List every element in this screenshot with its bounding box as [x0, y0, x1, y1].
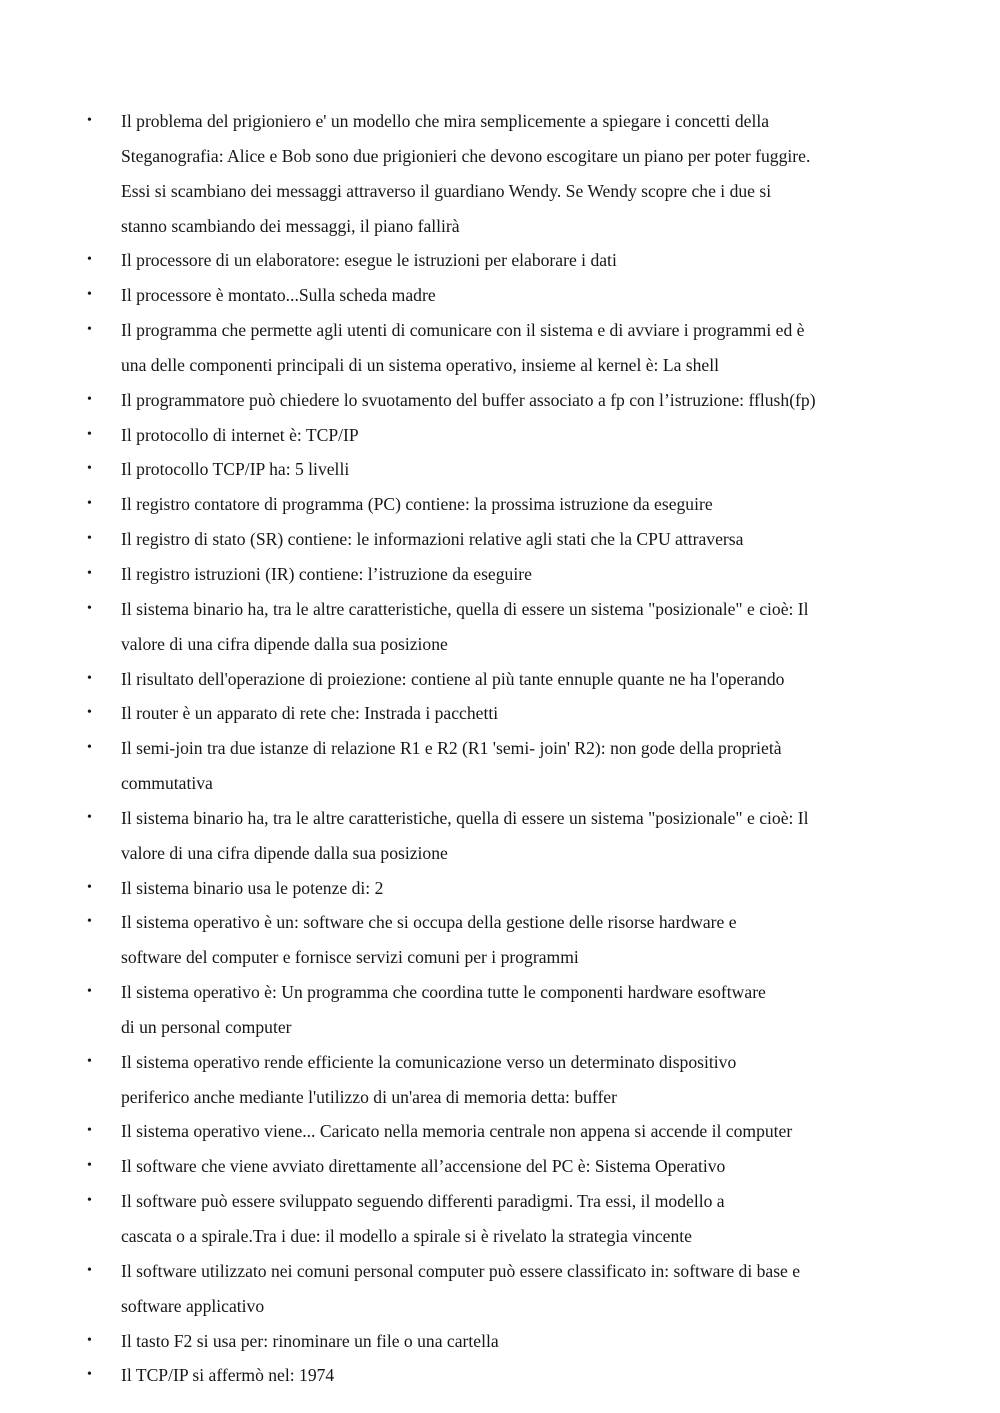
list-item	[86, 696, 926, 731]
bullet-icon: •	[87, 565, 92, 581]
list-item	[86, 243, 926, 278]
list-item-text: Il processore di un elaboratore: esegue le istruzioni per elaborare i dati	[121, 250, 617, 271]
list-item	[86, 1149, 926, 1184]
bullet-icon: •	[87, 426, 92, 442]
bullet-icon: •	[87, 600, 92, 616]
list-item	[86, 452, 926, 487]
list-item-text: Il sistema binario ha, tra le altre caratteristiche, quella di essere un sistema "posizionale" e cioè: Il valore di una cifra dipende dalla sua posizione	[121, 807, 809, 863]
bullet-icon: •	[87, 670, 92, 686]
list-item-text: Il risultato dell'operazione di proiezione: contiene al più tante ennuple quante ne ha l'operando	[121, 668, 785, 689]
list-item-text: Il programma che permette agli utenti di comunicare con il sistema e di avviare i programmi ed è una delle componenti principali di un sistema operativo, insieme al kernel è: La shell	[121, 320, 805, 375]
list-item-text: Il registro di stato (SR) contiene: le informazioni relative agli stati che la CPU attraversa	[121, 529, 744, 550]
list-item	[86, 731, 926, 801]
list-item-text: Il semi-join tra due istanze di relazione R1 e R2 (R1 'semi- join' R2): non gode della proprietà commutativa	[121, 738, 782, 794]
bullet-icon: •	[87, 809, 92, 825]
list-item	[86, 1324, 926, 1359]
list-item-text: Il software può essere sviluppato seguendo differenti paradigmi. Tra essi, il modello a cascata o a spirale.Tra i due: il modello a spirale si è rivelato la strategia vincente	[121, 1191, 725, 1246]
list-item	[86, 592, 926, 662]
bullet-icon: •	[87, 287, 92, 303]
list-item	[86, 557, 926, 592]
list-item	[86, 1114, 926, 1149]
bullet-list	[86, 104, 926, 1393]
bullet-icon: •	[87, 984, 92, 1000]
list-item-text: Il problema del prigioniero e' un modello che mira semplicemente a spiegare i concetti della Steganografia: Alice e Bob sono due prigionieri che devono escogitare un piano per poter fuggire. Essi si scambiano dei messaggi attraverso il guardiano Wendy. Se Wendy scopre che i due si stanno scambiando dei messaggi, il piano fallirà	[121, 111, 811, 236]
list-item-text: Il programmatore può chiedere lo svuotamento del buffer associato a fp con l’istruzione: fflush(fp)	[121, 389, 816, 410]
list-item	[86, 1358, 926, 1393]
list-item-text: Il software che viene avviato direttamente all’accensione del PC è: Sistema Operativo	[121, 1156, 726, 1177]
bullet-icon: •	[87, 1262, 92, 1278]
list-item-text: Il sistema operativo viene... Caricato nella memoria centrale non appena si accende il computer	[121, 1121, 793, 1142]
bullet-icon: •	[87, 252, 92, 268]
list-item	[86, 104, 926, 243]
list-item-text: Il TCP/IP si affermò nel: 1974	[121, 1365, 335, 1386]
list-item-text: Il sistema operativo rende efficiente la comunicazione verso un determinato dispositivo periferico anche mediante l'utilizzo di un'area di memoria detta: buffer	[121, 1051, 737, 1107]
list-item-text: Il registro istruzioni (IR) contiene: l’istruzione da eseguire	[121, 563, 532, 584]
list-item	[86, 662, 926, 697]
bullet-icon: •	[87, 496, 92, 512]
bullet-icon: •	[87, 531, 92, 547]
list-item	[86, 1045, 926, 1115]
bullet-icon: •	[87, 1367, 92, 1383]
list-item	[86, 278, 926, 313]
bullet-icon: •	[87, 740, 92, 756]
list-item	[86, 905, 926, 975]
bullet-icon: •	[87, 705, 92, 721]
list-item	[86, 871, 926, 906]
bullet-icon: •	[87, 879, 92, 895]
bullet-icon: •	[87, 1158, 92, 1174]
list-item-text: Il sistema binario usa le potenze di: 2	[121, 877, 384, 898]
bullet-icon: •	[87, 322, 92, 338]
bullet-icon: •	[87, 391, 92, 407]
bullet-icon: •	[87, 1053, 92, 1069]
bullet-icon: •	[87, 461, 92, 477]
list-item	[86, 418, 926, 453]
bullet-icon: •	[87, 1332, 92, 1348]
list-item	[86, 383, 926, 418]
bullet-icon: •	[87, 914, 92, 930]
list-item-text: Il protocollo TCP/IP ha: 5 livelli	[121, 459, 350, 480]
list-item-text: Il sistema operativo è: Un programma che coordina tutte le componenti hardware esoftware di un personal computer	[121, 982, 766, 1037]
list-item-text: Il registro contatore di programma (PC) contiene: la prossima istruzione da eseguire	[121, 494, 713, 515]
list-item-text: Il sistema operativo è un: software che si occupa della gestione delle risorse hardware e software del computer e fornisce servizi comuni per i programmi	[121, 912, 737, 968]
list-item	[86, 1254, 926, 1324]
list-item-text: Il tasto F2 si usa per: rinominare un file o una cartella	[121, 1330, 499, 1351]
list-item-text: Il protocollo di internet è: TCP/IP	[121, 424, 359, 445]
list-item-text: Il router è un apparato di rete che: Instrada i pacchetti	[121, 703, 499, 724]
list-item	[86, 522, 926, 557]
list-item-text: Il sistema binario ha, tra le altre caratteristiche, quella di essere un sistema "posizionale" e cioè: Il valore di una cifra dipende dalla sua posizione	[121, 598, 809, 654]
list-item	[86, 975, 926, 1045]
bullet-icon: •	[87, 1193, 92, 1209]
list-item	[86, 801, 926, 871]
list-item	[86, 1184, 926, 1254]
list-item	[86, 487, 926, 522]
list-item-text: Il processore è montato...Sulla scheda madre	[121, 285, 436, 306]
list-item-text: Il software utilizzato nei comuni personal computer può essere classificato in: software di base e software applicativo	[121, 1260, 801, 1316]
bullet-icon: •	[87, 1123, 92, 1139]
bullet-icon: •	[87, 113, 92, 128]
list-item	[86, 313, 926, 383]
